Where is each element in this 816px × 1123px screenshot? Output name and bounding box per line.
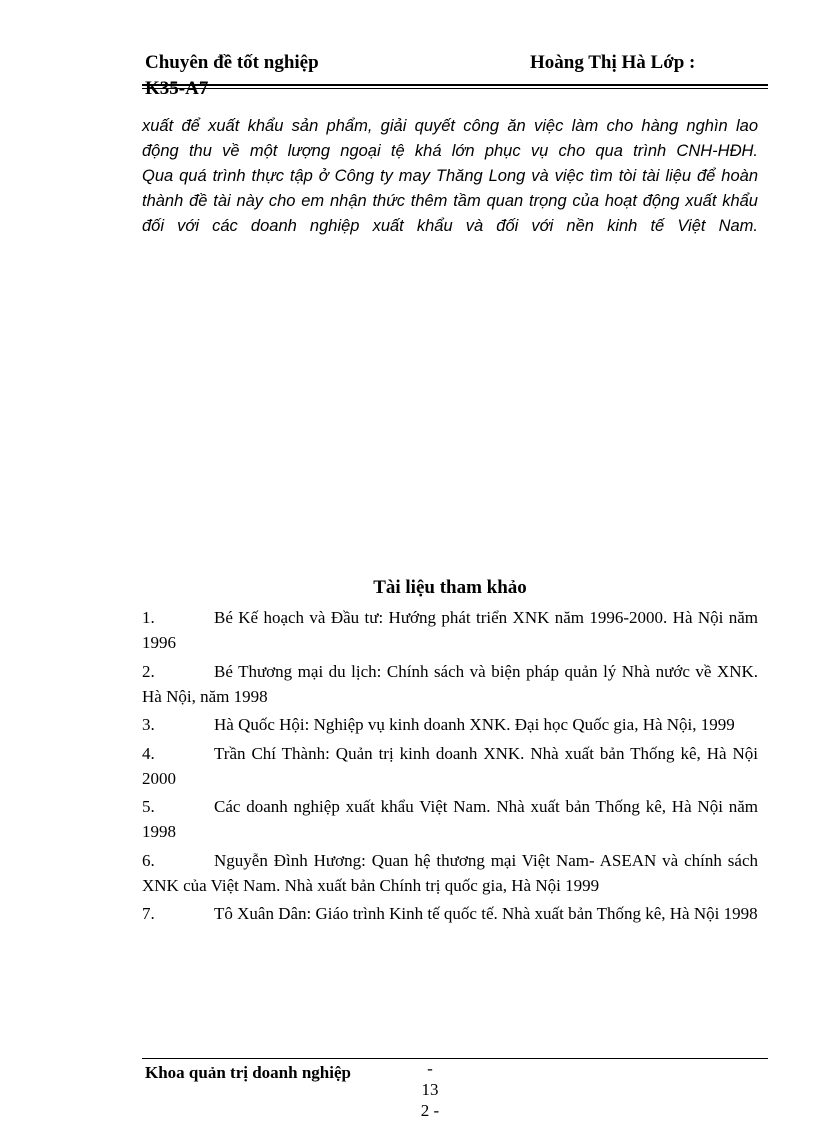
references-title: Tài liệu tham khảo — [373, 577, 527, 598]
reference-item — [142, 659, 758, 709]
header-author: Hoàng Thị Hà Lớp : — [530, 52, 696, 73]
footer-rule — [142, 1058, 768, 1059]
intro-paragraph — [142, 114, 758, 239]
reference-item — [142, 605, 758, 655]
page-number-prefix: - — [427, 1059, 433, 1078]
page-number — [410, 1058, 450, 1121]
reference-number: 7. — [142, 904, 155, 923]
reference-text: Hà Quốc Hội: Nghiệp vụ kinh doanh XNK. Đại học Quốc gia, Hà Nội, 1999 — [214, 715, 735, 734]
reference-item — [142, 794, 758, 844]
reference-item — [142, 712, 758, 737]
reference-number: 1. — [142, 608, 155, 627]
reference-item — [142, 901, 758, 926]
header-rule-thin — [142, 88, 768, 89]
reference-number: 5. — [142, 797, 155, 816]
header-topic: Chuyên đề tốt nghiệp — [145, 52, 319, 73]
header-title-row — [142, 52, 768, 78]
intro-line: đối với các doanh nghiệp xuất khẩu và đối với nền kinh tế Việt Nam. — [142, 217, 758, 235]
intro-line: động thu về một lượng ngoại tệ khá lớn phục vụ cho qua trình CNH-HĐH. — [142, 142, 758, 160]
reference-number: 2. — [142, 661, 155, 681]
page-number-value: 13 — [421, 1080, 439, 1099]
reference-text: Nguyễn Đình Hương: Quan hệ thương mại Việt Nam- ASEAN và chính sách XNK của Việt Nam. Nhà xuất bản Chính trị quốc gia, Hà Nội 1999 — [142, 850, 758, 895]
intro-line: Qua quá trình thực tập ở Công ty may Thăng Long và việc tìm tòi tài liệu để hoàn — [142, 167, 758, 185]
page-header — [142, 52, 768, 99]
reference-text: Các doanh nghiệp xuất khẩu Việt Nam. Nhà xuất bản Thống kê, Hà Nội năm 1998 — [142, 797, 758, 841]
reference-number: 4. — [142, 743, 155, 763]
intro-line: thành đề tài này cho em nhận thức thêm tầm quan trọng của hoạt động xuất khẩu — [142, 192, 758, 210]
header-class-code: K35-A7 — [145, 78, 209, 99]
reference-text: Bé Kế hoạch và Đầu tư: Hướng phát triển XNK năm 1996-2000. Hà Nội năm 1996 — [142, 608, 758, 652]
reference-item — [142, 848, 758, 898]
header-rule-thick — [142, 84, 768, 86]
intro-line: xuất để xuất khẩu sản phẩm, giải quyết công ăn việc làm cho hàng nghìn lao — [142, 117, 758, 135]
reference-item — [142, 741, 758, 791]
reference-number: 3. — [142, 715, 155, 734]
footer-department: Khoa quản trị doanh nghiệp — [145, 1063, 351, 1082]
reference-text: Bé Thương mại du lịch: Chính sách và biện pháp quản lý Nhà nước về XNK. Hà Nội, năm 1998 — [142, 661, 758, 706]
page-number-suffix: 2 - — [420, 1101, 440, 1120]
reference-number: 6. — [142, 850, 155, 870]
reference-text: Trần Chí Thành: Quản trị kinh doanh XNK. Nhà xuất bản Thống kê, Hà Nội 2000 — [142, 743, 758, 788]
references-list — [142, 605, 758, 930]
reference-text: Tô Xuân Dân: Giáo trình Kinh tế quốc tế. Nhà xuất bản Thống kê, Hà Nội 1998 — [214, 904, 758, 923]
